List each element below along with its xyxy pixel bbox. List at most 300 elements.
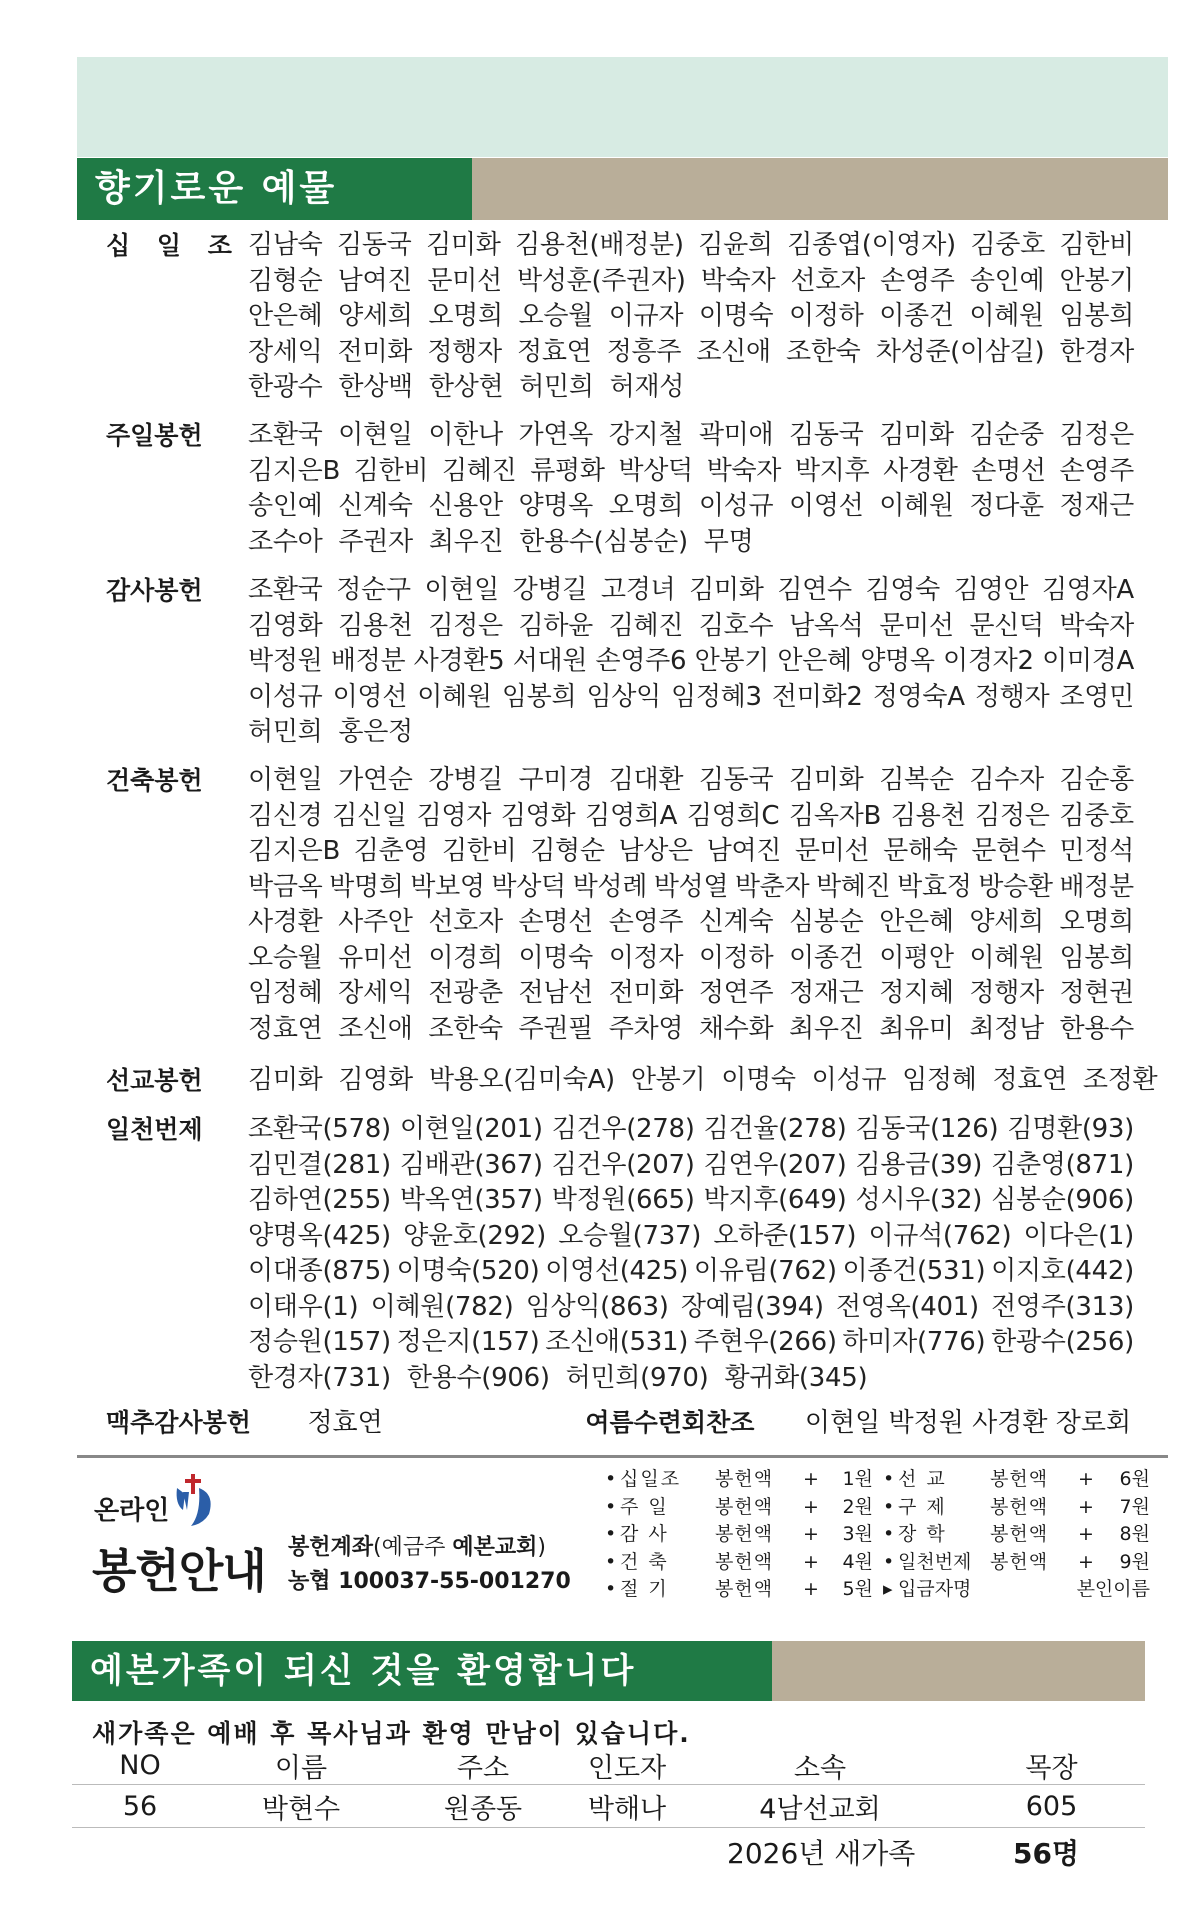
name-entry: 정연주 [698,978,774,1008]
name-entry: 주현우(266) [693,1327,837,1357]
welcome-title: 예본가족이 되신 것을 환영합니다 [90,1651,637,1691]
code-plus: + [803,1523,819,1545]
code-value: 3원 [842,1523,873,1545]
name-entry: 강병길 [512,575,588,605]
name-entry: 정재근 [1059,491,1134,521]
name-entry: 김혜진 [608,610,684,641]
name-entry: 박효정 [897,871,972,902]
name-entry: 이정하 [698,942,774,973]
name-entry: 김영숙 [865,575,940,605]
column-header: NO [119,1749,161,1781]
name-entry: 김한비 [1059,230,1134,260]
thanks-names: 정효연 [307,1408,383,1438]
name-entry: 선호자 [428,907,503,937]
name-entry: 김옥자B [789,800,882,831]
name-entry: 김미화 [689,575,764,605]
code-text [990,1576,1072,1604]
name-entry: 김용천(배정분) [515,230,684,260]
name-entry: 이혜원 [969,301,1044,331]
name-entry: 가연순 [338,765,413,795]
name-entry: 유미선 [338,942,413,973]
name-line [248,454,1134,490]
code-text: 봉헌액 [715,1523,774,1545]
code-text: 봉헌액 [990,1495,1049,1518]
name-entry: 오하준(157) [713,1220,857,1251]
name-line [248,609,1134,645]
code-value: 4원 [842,1550,873,1573]
code-value: 7원 [1119,1495,1150,1518]
name-entry: 배정분 [330,646,406,676]
name-entry: 김영희A [585,800,678,831]
name-entry: 신계숙 [698,907,774,937]
name-line [248,1148,1134,1184]
name-entry: 남옥석 [789,610,864,641]
name-entry: 김용천 [338,610,413,641]
code-plus: + [803,1578,819,1600]
church-logo-icon [173,1474,217,1528]
name-entry: 임상익 [586,681,661,712]
name-entry: 정효연 [517,336,592,367]
name-entry: 이영선(425) [545,1256,689,1286]
table-row [72,1784,1145,1828]
name-entry: 전미화 [337,336,413,367]
name-entry: 손영주 [608,907,684,937]
name-line: 허민희 홍은정 [248,717,413,747]
column-header: 목장 [1025,1752,1078,1784]
name-entry: 이현일 [338,420,413,450]
code-value: 5원 [842,1578,873,1600]
name-entry: 이대종(875) [248,1256,391,1286]
code-plus: + [1078,1495,1094,1518]
code-value: 9원 [1119,1550,1150,1573]
name-entry: 오명희 [1059,907,1134,937]
online-label: 온라인 [94,1496,170,1526]
code-plus: + [803,1495,819,1518]
name-entry: 이종건(531) [842,1256,986,1286]
name-line [248,799,1134,835]
name-entry: 양윤호(292) [403,1220,546,1251]
code-name: 일천번제 [898,1550,972,1573]
name-line [248,1325,1134,1361]
name-entry: 고경녀 [600,575,676,605]
name-entry: 박정원 [248,646,323,676]
code-text: 봉헌액 [990,1550,1049,1573]
name-entry: 사경환5 [413,646,505,676]
name-entry: 주권필 [518,1013,593,1044]
name-entry: 손영주 [1059,455,1134,486]
column-header: 소속 [793,1752,847,1784]
name-entry: 박숙자 [700,265,776,296]
offerings-title: 향기로운 예물 [95,168,338,209]
name-entry: 이경희 [428,942,503,973]
name-entry: 한용수 [1059,1013,1134,1044]
name-entry: 이다은(1) [1023,1220,1134,1251]
name-line [248,418,1134,454]
offering-label: 주일봉헌 [106,421,203,450]
online-title: 봉헌안내 [92,1544,266,1598]
offering-label: 감사봉헌 [106,576,203,605]
name-entry: 김중호 [970,230,1045,260]
name-entry: 이현일(201) [399,1114,543,1144]
name-entry: 송인예 [248,491,323,521]
name-entry: 김호수 [698,610,774,641]
name-entry: 문미선 [794,836,870,866]
name-entry: 전남선 [518,978,593,1008]
name-entry: 장세익 [338,978,413,1008]
code-row [605,1521,1165,1549]
name-entry: 장예림(394) [680,1291,824,1322]
name-entry: 문현수 [971,836,1046,866]
name-entry: 김대환 [608,765,684,795]
name-entry: 박상덕 [491,871,566,902]
name-entry: 신계숙 [338,491,413,521]
offering-label: 일천번제 [106,1115,203,1144]
name-line [248,644,1134,680]
name-entry: 김복순 [879,765,954,795]
bullet: • [605,1550,617,1573]
name-entry: 박금옥 [248,871,323,902]
name-entry: 최정남 [969,1013,1044,1044]
online-offering-info [0,1460,1200,1600]
name-entry: 한경자 [1059,336,1134,367]
name-entry: 김건우(207) [551,1149,695,1180]
welcome-note: 새가족은 예배 후 목사님과 환영 만남이 있습니다. [92,1719,691,1748]
name-entry: 오승월 [518,301,593,331]
name-entry: 이유림(762) [693,1256,837,1286]
name-entry: 하미자(776) [842,1327,986,1357]
name-entry: 정영숙A [872,681,965,712]
name-entry: 이명숙(520) [396,1256,540,1286]
name-entry: 안은혜 [879,907,954,937]
name-entry: 정은지(157) [396,1327,540,1357]
name-entry: 이정하 [789,301,864,331]
name-entry: 김신경 [248,800,323,831]
name-entry: 장세익 [248,336,323,367]
name-line [248,834,1134,870]
code-plus: + [1078,1523,1094,1545]
offering-label: 선교봉헌 [106,1066,203,1095]
name-entry: 양명옥(425) [248,1220,391,1251]
code-value: 8원 [1119,1523,1150,1545]
name-entry: 양세희 [969,907,1044,937]
name-entry: 남여진 [706,836,782,866]
name-entry: 김한비 [353,455,429,486]
name-entry: 전영주(313) [991,1291,1134,1322]
name-entry: 이혜원 [879,491,954,521]
code-text: 봉헌액 [715,1468,774,1490]
bullet: • [883,1468,895,1490]
offering-names [248,1112,1134,1396]
name-entry: 신용안 [428,491,503,521]
code-plus: + [803,1468,819,1490]
name-entry: 문미선 [427,265,502,296]
table-cell: 박현수 [261,1793,341,1825]
name-entry: 김혜진 [441,455,517,486]
name-line: 김미화 김영화 박용오(김미숙A) 안봉기 이명숙 이성규 임정혜 정효연 조정환 [248,1065,1158,1095]
name-entry: 방승환 [978,871,1053,902]
name-entry: 정현권 [1059,978,1134,1008]
name-entry: 박지후 [794,455,870,486]
column-header: 인도자 [587,1752,667,1784]
name-entry: 박지후(649) [703,1185,847,1215]
name-entry: 박숙자 [1059,610,1134,641]
code-name: 선 교 [898,1468,947,1490]
name-entry: 정다훈 [969,491,1044,521]
account-holder-prefix: (예금주 [373,1535,453,1560]
bank-name: 농협 [288,1569,331,1594]
new-family-table [72,1746,1145,1828]
bullet: • [605,1523,617,1545]
code-name: 구 제 [898,1495,947,1518]
name-entry: 임상익(863) [525,1291,669,1322]
name-entry: 채수화 [698,1013,774,1044]
name-entry: 김지은B [248,455,340,486]
name-line: 한경자(731) 한용수(906) 허민희(970) 황귀화(345) [248,1362,868,1393]
code-name: 장 학 [898,1523,947,1545]
name-entry: 사주안 [338,907,413,937]
name-entry: 손명선 [971,455,1046,486]
name-entry: 정행자 [427,336,502,367]
account-holder-name: 예본교회 [452,1535,538,1560]
name-entry: 박상덕 [618,455,693,486]
name-entry: 이지호(442) [991,1256,1134,1286]
name-entry: 오명희 [428,301,503,331]
name-entry: 이현일 [424,575,499,605]
name-entry: 사경환 [248,907,323,937]
name-entry: 최유미 [879,1013,954,1044]
name-entry: 배정분 [1059,871,1134,902]
table-header [72,1746,1145,1784]
name-entry: 송인예 [969,265,1045,296]
name-line [248,976,1134,1012]
name-entry: 가연옥 [518,420,593,450]
name-entry: 조환국 [248,575,323,605]
name-entry: 이혜원 [417,681,492,712]
offering-names [248,418,1134,560]
name-entry: 김신일 [332,800,407,831]
name-entry: 임정혜 [248,978,323,1008]
name-entry: 김순중 [969,420,1044,450]
table-cell: 박해나 [587,1793,667,1825]
name-line [248,489,1134,525]
offering-label: 건축봉헌 [106,766,203,795]
name-entry: 조한숙 [428,1013,503,1044]
name-entry: 남상은 [618,836,693,866]
name-entry: 김하연(255) [248,1185,391,1215]
name-line: 조수아 주권자 최우진 한용수(심봉순) 무명 [248,526,754,557]
name-entry: 이정자 [608,942,684,973]
name-entry: 김영화 [248,610,323,641]
name-entry: 이태우(1) [248,1291,359,1322]
name-entry: 손명선 [518,907,593,937]
name-entry: 안봉기 [1059,265,1134,296]
name-entry: 이미경A [1042,646,1134,676]
code-value: 6원 [1119,1468,1150,1490]
name-entry: 김윤희 [698,230,773,260]
offering-label: 십 일 조 [106,231,241,260]
name-line [248,905,1134,941]
name-entry: 문해숙 [883,836,958,866]
name-entry: 곽미애 [698,420,774,450]
name-line [248,335,1134,371]
name-entry: 문미선 [879,610,954,641]
name-line: 한광수 한상백 한상현 허민희 허재성 [248,372,685,402]
name-entry: 차성준(이삼길) [875,336,1045,367]
name-entry: 강지철 [608,420,684,450]
name-entry: 이혜원 [969,942,1044,973]
table-cell: 원종동 [443,1793,523,1825]
name-entry: 김춘영(871) [991,1149,1134,1180]
name-entry: 안은혜 [777,646,852,676]
name-entry: 손영주6 [595,646,687,676]
name-entry: 남여진 [337,265,413,296]
name-entry: 김건우(278) [551,1114,695,1144]
arrow-icon: ▸ [883,1578,893,1600]
name-entry: 김배관(367) [399,1149,543,1180]
name-entry: 김영자 [416,800,492,831]
name-entry: 김하윤 [518,610,593,641]
name-entry: 김정은 [975,800,1050,831]
name-entry: 성시우(32) [855,1185,983,1215]
code-name: 주 일 [620,1495,669,1518]
name-entry: 오승월 [248,942,323,973]
name-entry: 오승월(737) [558,1220,702,1251]
name-entry: 정흥주 [606,336,682,367]
name-entry: 정순구 [336,575,411,605]
bullet: • [883,1523,895,1545]
name-line [248,228,1134,264]
name-line [248,299,1134,335]
name-entry: 문신덕 [969,610,1044,641]
name-entry: 안은혜 [248,301,323,331]
code-name: 건 축 [620,1550,669,1573]
name-entry: 전광춘 [428,978,503,1008]
name-entry: 심봉순 [789,907,864,937]
name-entry: 박성례 [572,871,648,902]
name-entry: 박혜진 [815,871,891,902]
name-entry: 이종건 [789,942,864,973]
name-entry: 안봉기 [694,646,770,676]
name-entry: 김춘영 [353,836,429,866]
table-cell: 605 [1025,1790,1078,1822]
code-row [605,1549,1165,1577]
name-entry: 이혜원(782) [370,1291,514,1322]
name-entry: 김수자 [969,765,1044,795]
code-name: 십일조 [620,1468,682,1490]
code-row [605,1494,1165,1522]
name-entry: 김동국 [789,420,864,450]
name-entry: 양명옥 [518,491,593,521]
name-entry: 김형순 [248,265,323,296]
name-entry: 임봉희 [501,681,577,712]
name-entry: 박옥연(357) [399,1185,543,1215]
name-entry: 김동국 [698,765,774,795]
name-entry: 김미화 [879,420,954,450]
name-line [248,680,1134,716]
code-text: 봉헌액 [990,1468,1049,1490]
name-entry: 김순홍 [1059,765,1134,795]
name-entry: 조신애 [338,1013,413,1044]
name-entry: 김영자A [1041,575,1134,605]
name-entry: 조환국(578) [248,1114,391,1144]
column-header: 주소 [456,1752,510,1784]
name-entry: 정지혜 [879,978,954,1008]
thanks-label: 맥추감사봉헌 [106,1408,251,1437]
offering-names [248,763,1134,1047]
name-entry: 박정원(665) [551,1185,695,1215]
name-entry: 김영안 [953,575,1029,605]
name-entry: 김종엽(이영자) [787,230,956,260]
name-entry: 박성열 [653,871,729,902]
name-entry: 김동국(126) [855,1114,999,1144]
name-line [248,1183,1134,1219]
name-entry: 김형순 [530,836,605,866]
name-entry: 김정은 [1059,420,1134,450]
name-entry: 임정혜3 [671,681,762,712]
name-entry: 강병길 [428,765,503,795]
name-entry: 심봉순(906) [991,1185,1134,1215]
name-entry: 김동국 [337,230,412,260]
table-cell: 56 [122,1790,158,1822]
table-cell: 4남선교회 [759,1793,881,1825]
name-line [248,941,1134,977]
name-entry: 김연우(207) [703,1149,847,1180]
name-entry: 정행자 [969,978,1044,1008]
summary-count: 56명 [1013,1837,1080,1870]
name-entry: 김한비 [441,836,517,866]
account-holder-suffix: ) [537,1535,546,1560]
name-line [248,1219,1134,1255]
name-entry: 전영옥(401) [835,1291,979,1322]
name-entry: 김지은B [248,836,340,866]
name-entry: 조신애 [696,336,771,367]
account-holder [288,1530,546,1561]
name-entry: 류평화 [530,455,605,486]
code-plus: + [1078,1550,1094,1573]
summary-year: 2026년 새가족 [727,1837,916,1870]
name-entry: 전미화 [608,978,684,1008]
name-entry: 이현일 [248,765,323,795]
code-value: 1원 [842,1468,873,1490]
name-entry: 서대원 [512,646,588,676]
name-line [248,870,1134,906]
code-text: 봉헌액 [990,1523,1049,1545]
extra-offerings-row [106,1403,1132,1443]
name-entry: 김중호 [1059,800,1134,831]
name-entry: 이영선 [332,681,408,712]
name-entry: 이한나 [428,420,503,450]
name-entry: 임봉희 [1059,301,1134,331]
name-entry: 김연수 [777,575,852,605]
name-entry: 정승원(157) [248,1327,391,1357]
name-entry: 조환국 [248,420,323,450]
bullet: • [605,1495,617,1518]
name-entry: 이경자2 [943,646,1034,676]
name-entry: 조신애(531) [545,1327,689,1357]
name-entry: 선호자 [790,265,865,296]
name-entry: 박숙자 [706,455,782,486]
name-entry: 양명옥 [860,646,935,676]
name-entry: 김정은 [428,610,503,641]
name-entry: 김건율(278) [703,1114,847,1144]
name-entry: 김미화 [789,765,864,795]
account-number: 100037-55-001270 [338,1569,571,1594]
name-entry: 박명희 [329,871,404,902]
name-entry: 이성규 [248,681,323,712]
welcome-header [72,1641,1145,1701]
offering-codes [605,1466,1165,1604]
name-entry: 김미화 [426,230,501,260]
